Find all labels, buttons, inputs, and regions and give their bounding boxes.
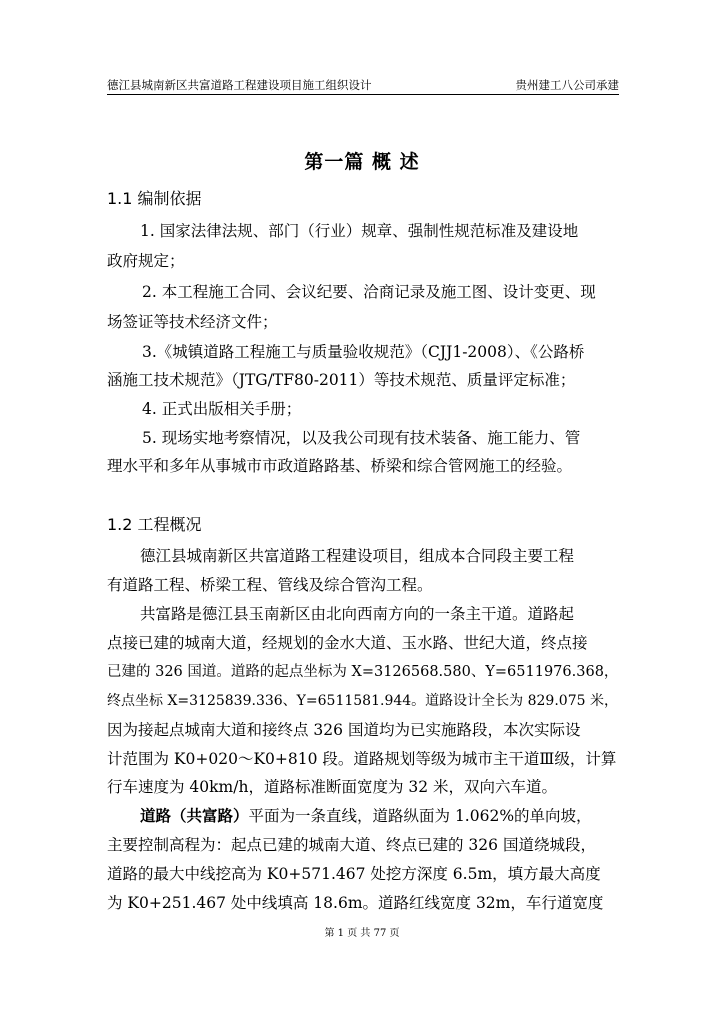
- paragraph-line: 因为接起点城南大道和接终点 326 国道均为已实施路段，本次实际设: [107, 721, 581, 739]
- page-number: 第 1 页 共 77 页: [324, 928, 400, 939]
- bold-term: 道路（共富路）: [140, 806, 249, 825]
- paragraph-line: 场签证等技术经济文件；: [107, 313, 278, 331]
- paragraph-line: 共富路是德江县玉南新区由北向西南方向的一条主干道。道路起: [140, 605, 575, 623]
- paragraph-line: 有道路工程、桥梁工程、管线及综合管沟工程。: [107, 576, 433, 594]
- section-heading-1-2: 1.2 工程概况: [107, 515, 202, 534]
- chapter-title: 第一篇 概 述: [304, 151, 420, 173]
- paragraph-line: 终点坐标 X=3125839.336、Y=6511581.944。道路设计全长为 829.075 米，: [107, 693, 618, 709]
- paragraph-line: 道路的最大中线挖高为 K0+571.467 处挖方深度 6.5m，填方最大高度: [107, 865, 601, 883]
- header-project-title: 德江县城南新区共富道路工程建设项目施工组织设计: [107, 78, 372, 92]
- paragraph-line: 行车速度为 40km/h，道路标准断面宽度为 32 米，双向六车道。: [107, 778, 558, 796]
- paragraph-line: 主要控制高程为：起点已建的城南大道、终点已建的 326 国道绕城段，: [107, 836, 596, 854]
- paragraph-text: 平面为一条直线，道路纵面为 1.062%的单向坡，: [248, 807, 592, 825]
- paragraph-line: 3.《城镇道路工程施工与质量验收规范》（CJJ1-2008）、《公路桥: [142, 343, 585, 361]
- header-contractor: 贵州建工八公司承建: [515, 78, 619, 92]
- paragraph-line: 点接已建的城南大道，经规划的金水大道、玉水路、世纪大道，终点接: [107, 634, 588, 652]
- section-heading-1-1: 1.1 编制依据: [107, 189, 202, 208]
- paragraph-line: 2. 本工程施工合同、会议纪要、洽商记录及施工图、设计变更、现: [142, 283, 596, 301]
- paragraph-line: 理水平和多年从事城市市政道路路基、桥梁和综合管网施工的经验。: [107, 457, 573, 475]
- paragraph-line: 涵施工技术规范》（JTG/TF80-2011）等技术规范、质量评定标准；: [107, 371, 576, 389]
- page-header: [107, 78, 619, 95]
- paragraph-line: 政府规定；: [107, 252, 185, 270]
- paragraph-line: 计范围为 K0+020～K0+810 段。道路规划等级为城市主干道Ⅲ级，计算: [107, 750, 617, 768]
- paragraph-line: 1. 国家法律法规、部门（行业）规章、强制性规范标准及建设地: [140, 222, 579, 240]
- paragraph-line: 4. 正式出版相关手册；: [142, 400, 302, 418]
- paragraph-line: 德江县城南新区共富道路工程建设项目，组成本合同段主要工程: [140, 547, 575, 565]
- paragraph-line: 为 K0+251.467 处中线填高 18.6m。道路红线宽度 32m，车行道宽度: [107, 894, 604, 912]
- paragraph-line: 5. 现场实地考察情况，以及我公司现有技术装备、施工能力、管: [142, 429, 581, 447]
- paragraph-line: 已建的 326 国道。道路的起点坐标为 X=3126568.580、Y=6511976.368，: [107, 664, 619, 680]
- paragraph-line: [140, 805, 592, 827]
